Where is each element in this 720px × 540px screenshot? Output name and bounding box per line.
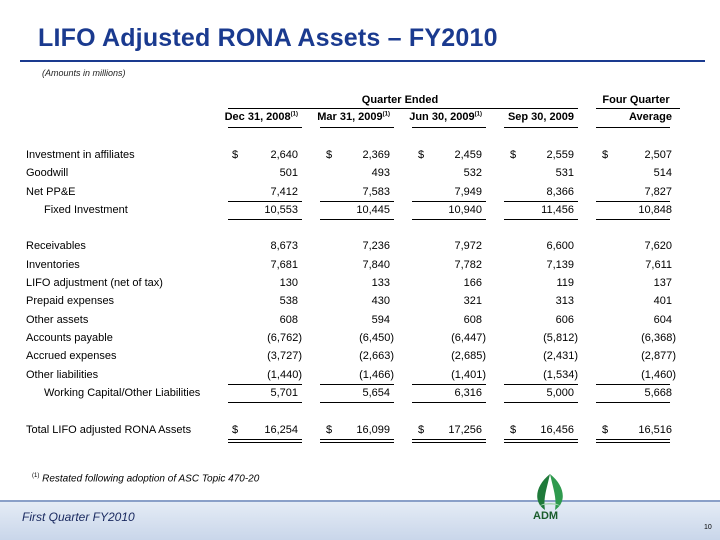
table-cell: 8,673 [270,240,298,252]
footnote-marker: (1) [32,473,40,479]
column-header-label: Mar 31, 2009 [317,111,383,123]
table-cell: 16,456 [540,424,574,436]
column-header-rule [412,127,486,128]
subtotal-rule [320,384,394,385]
subtotal-rule [596,384,670,385]
table-cell: 137 [653,277,672,289]
table-cell: 608 [279,314,298,326]
table-cell: 16,516 [638,424,672,436]
table-cell: 531 [555,167,574,179]
total-double-rule [412,439,486,440]
logo-text: ADM [533,510,559,522]
dollar-sign: $ [418,149,425,161]
footnote-text: Restated following adoption of ASC Topic 470-20 [42,473,260,485]
total-double-rule [412,442,486,443]
table-cell: 538 [279,295,298,307]
column-header-rule [228,127,302,128]
table-cell: (2,663) [359,350,394,362]
row-label: Total LIFO adjusted RONA Assets [26,424,192,436]
table-cell: 7,827 [644,186,672,198]
total-double-rule [596,442,670,443]
table-cell: 7,139 [546,259,574,271]
footnote [32,473,259,484]
table-cell: (2,685) [451,350,486,362]
row-label: Goodwill [26,167,69,179]
table-cell: 119 [556,277,574,289]
table-cell: (5,812) [543,332,578,344]
subtotal-rule [412,384,486,385]
table-cell: 514 [653,167,672,179]
row-label: Accounts payable [26,332,113,344]
table-cell: (1,460) [641,369,676,381]
table-cell: 5,668 [644,387,672,399]
column-header [474,111,574,123]
column-header-label: Sep 30, 2009 [507,111,574,123]
table-cell: 166 [463,277,482,289]
column-header [290,111,390,123]
column-header-footnote-marker: (1) [474,111,482,118]
row-label: LIFO adjustment (net of tax) [26,277,163,289]
total-double-rule [504,439,578,440]
table-cell: 10,553 [264,204,298,216]
table-cell: 321 [463,295,482,307]
column-header [382,111,482,123]
table-cell: 594 [371,314,390,326]
total-double-rule [320,439,394,440]
table-cell: (1,440) [267,369,302,381]
subtotal-rule [504,384,578,385]
column-header-rule [320,127,394,128]
total-double-rule [320,442,394,443]
table-cell: 10,445 [356,204,390,216]
table-cell: (1,401) [451,369,486,381]
header-quarter-ended-rule [228,108,578,109]
header-quarter-ended: Quarter Ended [361,94,439,106]
table-cell: 16,099 [356,424,390,436]
table-cell: 7,840 [362,259,390,271]
table-cell: 5,000 [546,387,574,399]
subtotal-rule [320,402,394,403]
table-cell: 532 [463,167,482,179]
table-cell: 430 [371,295,390,307]
amounts-note: (Amounts in millions) [42,68,126,78]
header-four-quarter-rule [596,108,680,109]
total-double-rule [228,439,302,440]
table-cell: 2,369 [362,149,390,161]
table-cell: 2,640 [270,149,298,161]
footer-text: First Quarter FY2010 [22,510,135,524]
table-cell: 11,456 [541,204,574,216]
table-cell: 7,782 [454,259,482,271]
adm-leaf-logo-icon [525,472,575,532]
subtotal-rule [412,201,486,202]
dollar-sign: $ [510,149,517,161]
page-title: LIFO Adjusted RONA Assets – FY2010 [38,24,498,52]
column-header [572,111,672,123]
table-cell: 501 [279,167,298,179]
table-cell: 6,600 [546,240,574,252]
table-cell: (1,466) [359,369,394,381]
subtotal-rule [596,402,670,403]
table-cell: 604 [653,314,672,326]
table-cell: 7,583 [362,186,390,198]
row-label: Working Capital/Other Liabilities [44,387,201,399]
dollar-sign: $ [602,424,609,436]
table-cell: (6,762) [267,332,302,344]
dollar-sign: $ [326,424,333,436]
footer-rule [0,500,720,502]
dollar-sign: $ [232,424,239,436]
table-cell: (3,727) [267,350,302,362]
table-cell: 130 [279,277,298,289]
column-header-footnote-marker: (1) [290,111,298,118]
subtotal-rule [320,219,394,220]
table-cell: 133 [371,277,390,289]
subtotal-rule [504,402,578,403]
table-cell: 7,412 [270,186,298,198]
subtotal-rule [504,219,578,220]
total-double-rule [504,442,578,443]
column-header-label: Jun 30, 2009 [409,111,475,123]
row-label: Inventories [26,259,80,271]
table-cell: 7,972 [454,240,482,252]
table-cell: 16,254 [264,424,298,436]
row-label: Prepaid expenses [26,295,115,307]
table-cell: 7,949 [454,186,482,198]
column-header-rule [596,127,670,128]
table-cell: 7,620 [644,240,672,252]
table-cell: 608 [463,314,482,326]
column-header-label: Dec 31, 2008 [224,111,291,123]
column-header [198,111,298,123]
column-header-label: Average [628,111,672,123]
title-rule [20,60,705,62]
subtotal-rule [412,402,486,403]
table-cell: (2,431) [543,350,578,362]
table-cell: (1,534) [543,369,578,381]
page-number: 10 [704,524,712,531]
table-cell: 6,316 [454,387,482,399]
table-cell: 2,507 [644,149,672,161]
table-cell: (6,368) [641,332,676,344]
table-cell: 10,940 [448,204,482,216]
header-four-quarter: Four Quarter [602,94,670,106]
table-cell: 401 [653,295,672,307]
dollar-sign: $ [510,424,517,436]
subtotal-rule [228,384,302,385]
table-cell: 10,848 [638,204,672,216]
table-cell: 2,459 [454,149,482,161]
dollar-sign: $ [602,149,609,161]
table-cell: 17,256 [448,424,482,436]
dollar-sign: $ [232,149,239,161]
subtotal-rule [596,201,670,202]
column-header-rule [504,127,578,128]
table-cell: 313 [555,295,574,307]
subtotal-rule [412,219,486,220]
row-label: Investment in affiliates [26,149,135,161]
subtotal-rule [228,201,302,202]
column-header-footnote-marker: (1) [382,111,390,118]
table-cell: (6,450) [359,332,394,344]
total-double-rule [228,442,302,443]
row-label: Other liabilities [26,369,99,381]
row-label: Receivables [26,240,86,252]
table-cell: 5,701 [270,387,298,399]
row-label: Net PP&E [26,186,76,198]
table-cell: 7,611 [645,259,672,271]
total-double-rule [596,439,670,440]
subtotal-rule [504,201,578,202]
table-cell: 8,366 [546,186,574,198]
table-cell: 606 [555,314,574,326]
dollar-sign: $ [418,424,425,436]
table-cell: 7,681 [270,259,298,271]
table-cell: (2,877) [641,350,676,362]
table-cell: (6,447) [451,332,486,344]
subtotal-rule [228,402,302,403]
row-label: Other assets [26,314,89,326]
dollar-sign: $ [326,149,333,161]
row-label: Fixed Investment [44,204,128,216]
row-label: Accrued expenses [26,350,117,362]
table-cell: 7,236 [362,240,390,252]
subtotal-rule [320,201,394,202]
subtotal-rule [228,219,302,220]
table-cell: 493 [371,167,390,179]
subtotal-rule [596,219,670,220]
table-cell: 5,654 [362,387,390,399]
table-cell: 2,559 [546,149,574,161]
